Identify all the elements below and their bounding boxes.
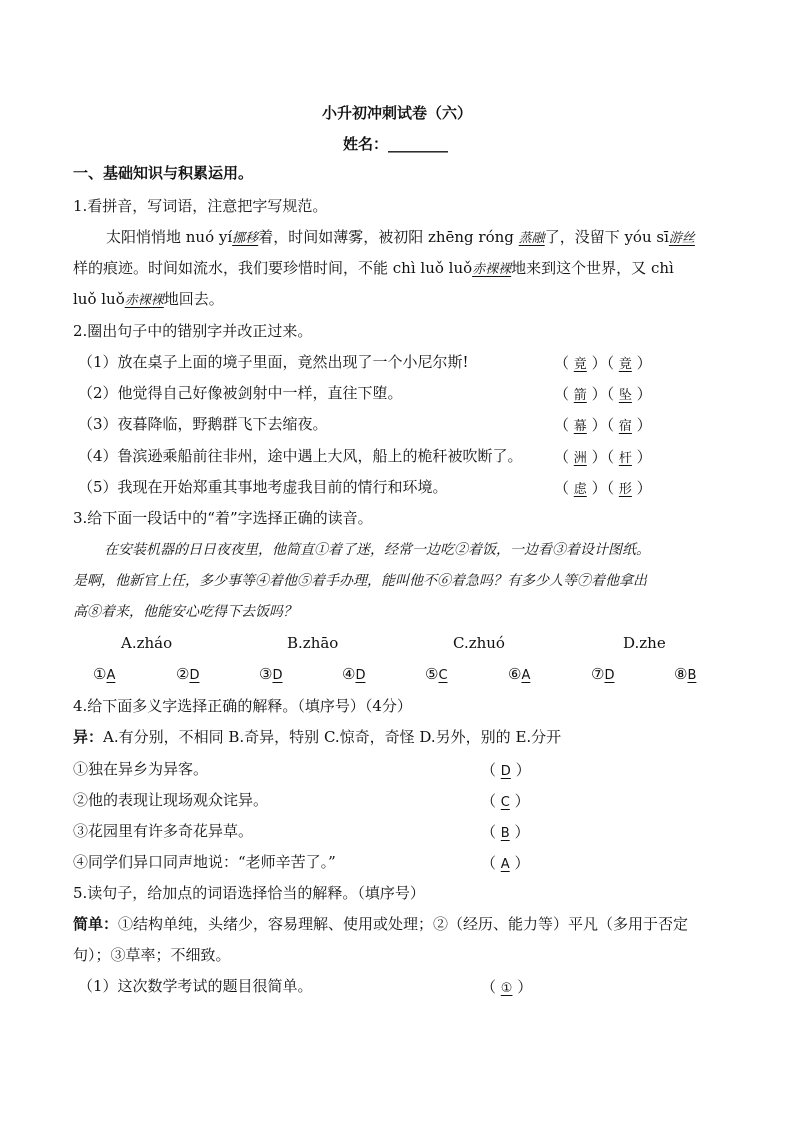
answer-char: 幕	[573, 419, 587, 434]
answer-char: 虑	[573, 482, 587, 497]
reading-answer	[176, 665, 199, 683]
answer-char: 竟	[573, 357, 587, 372]
answer-letter: D	[189, 668, 200, 683]
correction-item: （2）他觉得自己好像被剑射中一样，直往下堕。	[78, 384, 403, 402]
question-1-heading: 1.看拼音，写词语，注意把字写规范。	[73, 197, 328, 215]
meaning-list	[73, 914, 688, 934]
answer-word: 挪移	[232, 231, 259, 246]
answer-number: ⑥	[508, 665, 522, 683]
answer-char: 洲	[573, 451, 587, 466]
reading-answer	[508, 665, 530, 683]
answer-char: 宿	[618, 419, 632, 434]
answer-blank: （ A ）	[481, 854, 530, 872]
sentence-item: （1）这次数学考试的题目很简单。	[78, 977, 313, 995]
answer-char: 竟	[618, 357, 632, 372]
answer-letter: D	[355, 668, 366, 683]
correction-item: （3）夜暮降临，野鹅群飞下去缩夜。	[78, 415, 328, 433]
answer-char: 箭	[573, 388, 587, 403]
reading-answer	[591, 665, 614, 683]
answer-word: 蒸融	[518, 231, 545, 246]
question-2-heading: 2.圈出句子中的错别字并改正过来。	[73, 322, 313, 340]
reading-answer	[342, 665, 365, 683]
answer-blank: （ 竟 ）（ 竟 ）	[554, 354, 652, 372]
meanings-text: ①结构单纯，头绪少，容易理解、使用或处理；②（经历、能力等）平凡（多用于否定	[118, 915, 689, 933]
reading-answer	[259, 665, 282, 683]
question-4-heading: 4.给下面多义字选择正确的解释。（填序号）（4分）	[73, 697, 412, 715]
reading-answer	[93, 665, 115, 683]
pinyin-text: 了，没留下 yóu sī	[544, 228, 669, 246]
answer-blank: （ C ）	[481, 792, 530, 810]
meaning-item: ③花园里有许多奇花异草。	[73, 822, 254, 840]
reading-option: B.zhāo	[287, 634, 339, 652]
section-heading: 一、基础知识与积累运用。	[73, 164, 254, 182]
reading-option: C.zhuó	[453, 634, 505, 652]
answer-letter: B	[500, 826, 510, 841]
pinyin-text: 样的痕迹。时间如流水，我们要珍惜时间，不能 chì luǒ luǒ	[73, 259, 473, 277]
answer-letter: A	[521, 668, 531, 683]
answer-number: ③	[259, 665, 273, 683]
correction-item: （5）我现在开始郑重其事地考虚我目前的情行和环境。	[78, 478, 448, 496]
passage-line: 在安装机器的日日夜夜里，他简直①着了迷，经常一边吃②着饭，一边看③着设计图纸。	[104, 542, 650, 558]
question-1-line	[73, 258, 674, 280]
pinyin-text: 地回去。	[163, 290, 224, 308]
reading-answer	[425, 665, 448, 683]
answer-number: ①	[93, 665, 107, 683]
answer-letter: C	[438, 668, 448, 683]
pinyin-text: luǒ luǒ	[73, 290, 125, 308]
meaning-list	[73, 727, 561, 747]
answer-letter: D	[604, 668, 615, 683]
correction-item: （1）放在桌子上面的境子里面，竟然出现了一个小尼尔斯!	[78, 353, 469, 371]
question-1-line	[106, 227, 695, 249]
answer-letter: A	[106, 668, 116, 683]
meanings-text: A.有分别，不相同 B.奇异，特别 C.惊奇，奇怪 D.另外，别的 E.分开	[103, 728, 562, 746]
answer-letter: D	[500, 764, 511, 779]
pinyin-text: 太阳悄悄地 nuó yí	[106, 228, 233, 246]
name-label: 姓名：	[343, 135, 389, 153]
answer-number: ②	[176, 665, 190, 683]
answer-letter: C	[500, 795, 510, 810]
answer-letter: D	[272, 668, 283, 683]
answer-word: 游丝	[668, 231, 695, 246]
pinyin-text: 地来到这个世界，又 chì	[511, 259, 674, 277]
answer-blank: （ 幕 ）（ 宿 ）	[554, 416, 652, 434]
answer-number: ⑤	[425, 665, 439, 683]
meaning-item: ④同学们异口同声地说：“老师辛苦了。”	[73, 853, 336, 871]
answer-number: ④	[342, 665, 356, 683]
name-blank: ________	[388, 135, 449, 153]
answer-number: ⑦	[591, 665, 605, 683]
passage-line: 高⑧着来，他能安心吃得下去饭吗？	[73, 604, 297, 620]
meaning-item: ①独在异乡为异客。	[73, 760, 209, 778]
meanings-text: 句）；③草率；不细致。	[73, 946, 231, 964]
answer-blank: （ 洲 ）（ 杆 ）	[554, 448, 652, 466]
answer-char: 坠	[618, 388, 632, 403]
answer-word: 赤裸裸	[124, 293, 164, 308]
question-3-heading: 3.给下面一段话中的“着”字选择正确的读音。	[73, 509, 373, 527]
answer-blank: （ ① ）	[481, 978, 533, 996]
reading-option: A.zháo	[121, 634, 173, 652]
answer-blank: （ D ）	[481, 761, 531, 779]
reading-option: D.zhe	[623, 634, 666, 652]
answer-letter: B	[687, 668, 697, 683]
answer-word: 赤裸裸	[472, 262, 512, 277]
pinyin-text: 着，时间如薄雾，被初阳 zhēng róng	[258, 228, 519, 246]
target-word: 异：	[73, 728, 104, 746]
meaning-item: ②他的表现让现场观众诧异。	[73, 791, 269, 809]
question-1-line	[73, 289, 224, 311]
passage-line: 是啊，他新官上任，多少事等④着他⑤着手办理，能叫他不⑥着急吗？有多少人等⑦着他拿出	[73, 573, 647, 589]
answer-number: ①	[500, 981, 513, 996]
answer-letter: A	[500, 857, 510, 872]
name-field	[343, 134, 448, 154]
answer-blank: （ 箭 ）（ 坠 ）	[554, 385, 652, 403]
correction-item: （4）鲁滨逊乘船前往非州，途中遇上大风，船上的桅秆被吹断了。	[78, 447, 523, 465]
answer-char: 形	[618, 482, 632, 497]
target-word: 简单：	[73, 915, 119, 933]
answer-char: 杆	[618, 451, 632, 466]
question-5-heading: 5.读句子，给加点的词语选择恰当的解释。（填序号）	[73, 884, 425, 902]
answer-blank: （ B ）	[481, 823, 530, 841]
page-title: 小升初冲刺试卷（六）	[321, 104, 472, 122]
answer-number: ⑧	[674, 665, 688, 683]
reading-answer	[674, 665, 696, 683]
answer-blank: （ 虑 ）（ 形 ）	[554, 479, 652, 497]
